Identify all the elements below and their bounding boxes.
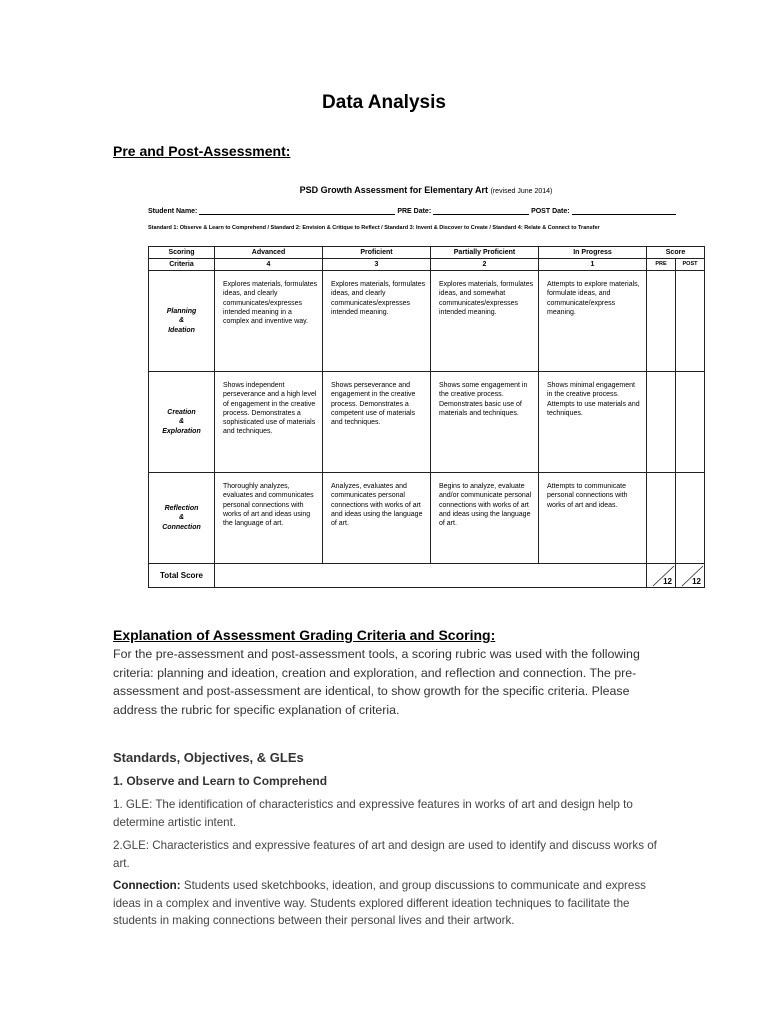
page-title: Data Analysis [322, 92, 446, 113]
pre-total-cell[interactable] [647, 564, 676, 588]
post-header: POST [676, 259, 705, 271]
pre-date-blank[interactable] [433, 207, 529, 215]
post-total-value: 12 [692, 576, 701, 586]
partial-desc: Shows some engagement in the creative process. Demonstrates basic use of materials and techniques. [431, 372, 539, 473]
pre-total-value: 12 [663, 576, 672, 586]
criteria-word-1: Creation [167, 409, 196, 417]
connection-label: Connection: [113, 879, 181, 892]
rubric-title-text: PSD Growth Assessment for Elementary Art [299, 185, 488, 195]
post-total-cell[interactable] [676, 564, 705, 588]
rubric-total-row [149, 564, 705, 588]
pre-post-heading: Pre and Post-Assessment: [113, 143, 291, 159]
proficient-header: Proficient [323, 247, 431, 259]
criteria-word-2: Ideation [168, 326, 195, 334]
standard-1-heading: 1. Observe and Learn to Comprehend [113, 774, 328, 788]
post-score-cell[interactable] [676, 271, 705, 372]
proficient-desc: Analyzes, evaluates and communicates personal connections with works of art and ideas using the language of art. [323, 473, 431, 564]
progress-desc: Shows minimal engagement in the creative process. Attempts to use materials and techniques. [539, 372, 647, 473]
rubric-name-date-line [148, 207, 704, 215]
criteria-cell [149, 473, 215, 564]
explanation-paragraph: For the pre-assessment and post-assessment tools, a scoring rubric was used with the following criteria: planning and ideation, creation and exploration, and reflection and connection. The pre-assessment and post-assessment are identical, to show growth for the specific criteria. Please address the rubric for specific explanation of criteria. [113, 647, 640, 717]
criteria-amp: & [178, 418, 185, 426]
connection-paragraph [113, 877, 658, 930]
rubric-header-row-2 [149, 259, 705, 271]
advanced-desc: Thoroughly analyzes, evaluates and communicates personal connections with works of art and ideas using the language of art. [215, 473, 323, 564]
connection-text: Students used sketchbooks, ideation, and group discussions to communicate and express ideas in a complex and inventive way. Students explored different ideation techniques to facilitate the students in making connections between their personal lives and their artwork. [113, 879, 646, 927]
rubric-title [150, 185, 702, 195]
post-score-cell[interactable] [676, 473, 705, 564]
criteria-word-1: Planning [166, 308, 197, 316]
pre-score-cell[interactable] [647, 372, 676, 473]
rubric-header-row-1 [149, 247, 705, 259]
gle-1-paragraph: 1. GLE: The identification of characteristics and expressive features in works of art and design help to determine artistic intent. [113, 798, 633, 829]
progress-desc: Attempts to communicate personal connections with works of art and ideas. [539, 473, 647, 564]
post-date-blank[interactable] [572, 207, 676, 215]
score-header: Score [647, 247, 705, 259]
criteria-cell [149, 271, 215, 372]
advanced-header: Advanced [215, 247, 323, 259]
proficient-number: 3 [323, 259, 431, 271]
partial-desc: Begins to analyze, evaluate and/or communicate personal connections with works of art and ideas using the language of art. [431, 473, 539, 564]
rubric-title-note: (revised June 2014) [490, 188, 553, 195]
criteria-word-1: Reflection [164, 505, 199, 513]
rubric-table [148, 246, 705, 588]
criteria-word-2: Connection [162, 523, 201, 531]
criteria-amp: & [178, 317, 185, 325]
pre-date-label: PRE Date: [397, 208, 432, 215]
criteria-cell [149, 372, 215, 473]
rubric-row-creation [149, 372, 705, 473]
standards-heading: Standards, Objectives, & GLEs [113, 750, 304, 765]
student-name-label: Student Name: [148, 208, 198, 215]
advanced-desc: Shows independent perseverance and a high level of engagement in the creative process. Demonstrates a sophisticated use of materials and techniques. [215, 372, 323, 473]
total-score-label: Total Score [149, 564, 215, 588]
total-empty-cell [215, 564, 647, 588]
criteria-header: Criteria [149, 259, 215, 271]
proficient-desc: Shows perseverance and engagement in the creative process. Demonstrates a competent use of materials and techniques. [323, 372, 431, 473]
progress-header: In Progress [539, 247, 647, 259]
post-score-cell[interactable] [676, 372, 705, 473]
student-name-blank[interactable] [199, 207, 395, 215]
advanced-number: 4 [215, 259, 323, 271]
rubric-row-reflection [149, 473, 705, 564]
pre-score-cell[interactable] [647, 271, 676, 372]
gle-2-paragraph: 2.GLE: Characteristics and expressive features of art and design are used to identify and discuss works of art. [113, 839, 657, 870]
progress-desc: Attempts to explore materials, formulate ideas, and communicate/express meaning. [539, 271, 647, 372]
partial-number: 2 [431, 259, 539, 271]
scoring-header: Scoring [149, 247, 215, 259]
partial-header: Partially Proficient [431, 247, 539, 259]
standards-line: Standard 1: Observe & Learn to Comprehend / Standard 2: Envision & Critique to Reflect / Standard 3: Invent & Discover to Create / Standard 4: Relate & Connect to Transfer [148, 225, 600, 231]
criteria-amp: & [178, 514, 185, 522]
advanced-desc: Explores materials, formulates ideas, and clearly communicates/expresses intended meaning in a complex and inventive way. [215, 271, 323, 372]
post-date-label: POST Date: [531, 208, 570, 215]
partial-desc: Explores materials, formulates ideas, and somewhat communicates/expresses intended meaning. [431, 271, 539, 372]
progress-number: 1 [539, 259, 647, 271]
proficient-desc: Explores materials, formulates ideas, and clearly communicates/expresses intended meaning. [323, 271, 431, 372]
criteria-word-2: Exploration [162, 427, 201, 435]
pre-score-cell[interactable] [647, 473, 676, 564]
explanation-heading: Explanation of Assessment Grading Criteria and Scoring: [113, 627, 496, 643]
rubric-row-planning [149, 271, 705, 372]
pre-header: PRE [647, 259, 676, 271]
